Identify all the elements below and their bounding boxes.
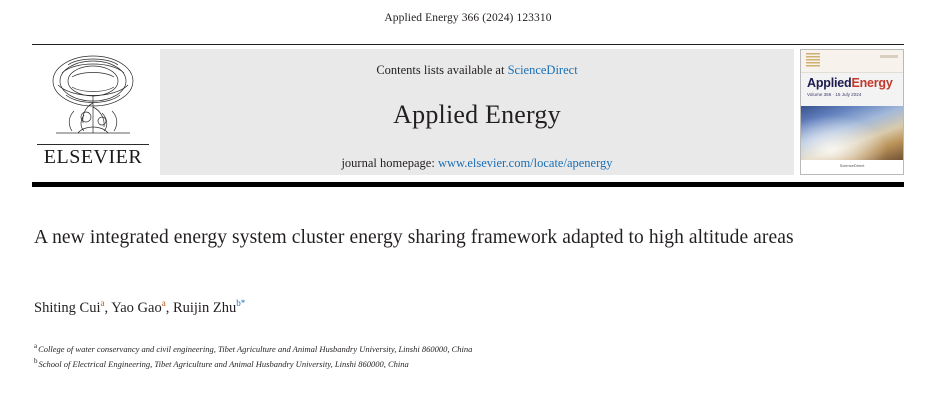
affiliation-label: a <box>34 342 38 350</box>
author-name: Ruijin Zhu <box>172 299 237 316</box>
cover-footer: ScienceDirect <box>801 160 903 174</box>
cover-subtitle: Volume 366 · 15 July 2024 <box>807 92 862 98</box>
cover-title-part1: Applied <box>807 76 852 90</box>
journal-info-panel <box>160 49 794 175</box>
affiliation-item <box>34 341 834 356</box>
journal-masthead <box>32 44 904 180</box>
contents-available-line <box>376 63 577 78</box>
author-separator: , <box>165 299 173 316</box>
masthead-bottom-rule <box>32 182 904 187</box>
author-affiliation-mark: a <box>161 298 166 308</box>
cover-title <box>801 73 903 90</box>
affiliation-text: College of water conservancy and civil engineering, Tibet Agriculture and Animal Husbandry University, Linshi 860000, China <box>38 343 473 354</box>
author-affiliation-mark: a <box>100 298 105 308</box>
affiliation-text: School of Electrical Engineering, Tibet Agriculture and Animal Husbandry University, Linshi 860000, China <box>38 358 409 369</box>
page-title: A new integrated energy system cluster energy sharing framework adapted to high altitude areas <box>34 227 794 248</box>
cover-barcode-icon <box>806 53 820 68</box>
author-entry <box>111 300 173 316</box>
author-list <box>34 298 834 317</box>
elsevier-tree-icon <box>38 51 148 143</box>
running-head: Applied Energy 366 (2024) 123310 <box>384 12 552 24</box>
elsevier-logo <box>32 45 154 179</box>
author-separator: , <box>104 299 112 316</box>
journal-homepage-line <box>341 156 612 171</box>
homepage-prefix-text: journal homepage: <box>341 156 438 170</box>
affiliation-list <box>34 341 834 371</box>
cover-artwork <box>801 106 903 160</box>
sciencedirect-link[interactable]: ScienceDirect <box>507 63 578 77</box>
cover-rule-decoration <box>880 55 898 58</box>
author-entry <box>173 300 245 316</box>
corresponding-author-mark: * <box>240 298 246 308</box>
cover-header-band <box>801 50 903 73</box>
elsevier-wordmark: ELSEVIER <box>37 144 149 169</box>
journal-cover-thumbnail[interactable] <box>800 49 904 175</box>
affiliation-item <box>34 356 834 371</box>
cover-title-part2: Energy <box>851 76 893 90</box>
affiliation-label: b <box>34 357 38 365</box>
journal-title: Applied Energy <box>393 100 561 129</box>
author-name: Shiting Cui <box>34 299 101 316</box>
author-affiliation-mark: b <box>236 298 241 308</box>
journal-homepage-link[interactable]: www.elsevier.com/locate/apenergy <box>437 156 613 170</box>
contents-prefix-text: Contents lists available at <box>376 63 508 77</box>
author-entry <box>34 300 111 316</box>
author-name: Yao Gao <box>111 299 162 316</box>
